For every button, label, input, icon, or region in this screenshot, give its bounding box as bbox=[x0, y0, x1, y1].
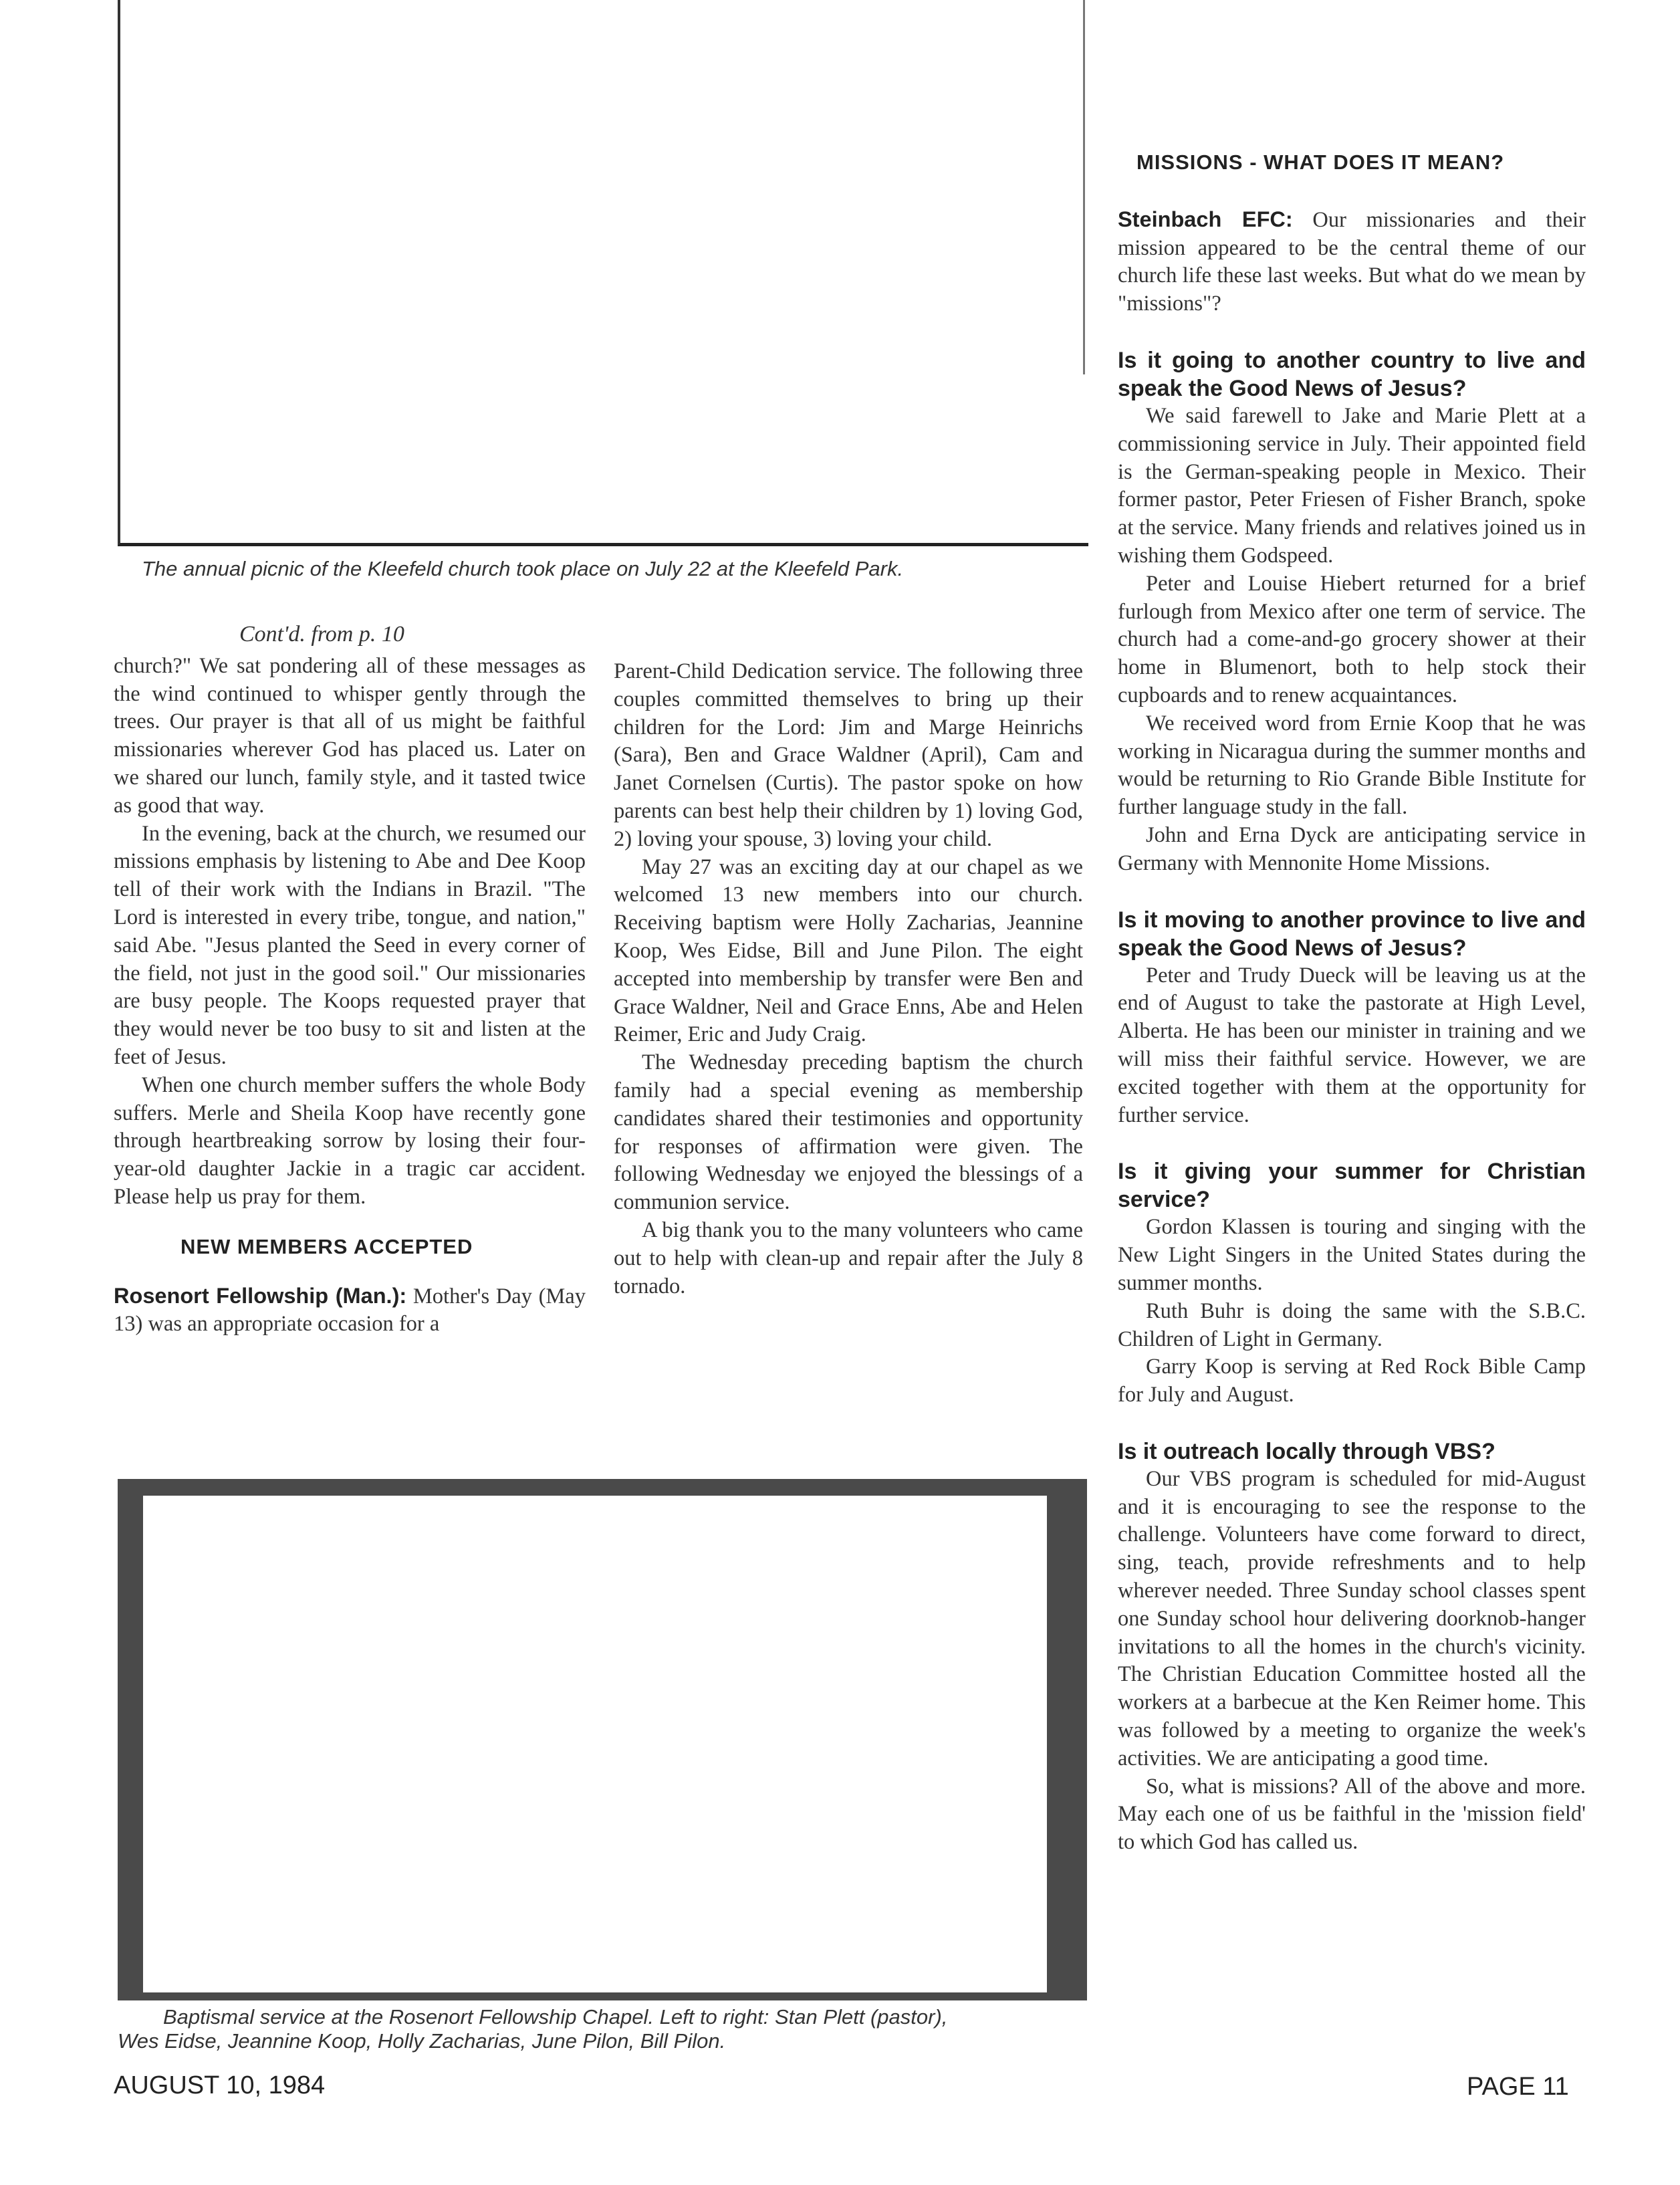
baptismal-photo bbox=[118, 1479, 1087, 2000]
col3-s2-paragraph-1: Peter and Trudy Dueck will be leaving us at the end of August to take the pastorate at High Level, Alberta. He has been our minister in training and we will miss their faithful service. However, we are excited together with them at the opportunity for further service. bbox=[1118, 963, 1586, 1127]
column-rule bbox=[1083, 0, 1085, 374]
col3-s1-paragraph-1: We said farewell to Jake and Marie Plett at a commissioning service in July. Their appointed field is the German-speaking people in Mexico. Their former pastor, Peter Friesen of Fisher Branch, spoke at the service. Many friends and relatives joined us in wishing them Godspeed. bbox=[1118, 403, 1586, 568]
col2-paragraph-1: Parent-Child Dedication service. The following three couples committed themselves to bring up their children for the Lord: Jim and Marge Heinrichs (Sara), Ben and Grace Waldner (April), Cam and Janet Cornelsen (Curtis). The pastor spoke on how parents can best help their children by 1) loving God, 2) loving your spouse, 3) loving your child. bbox=[614, 659, 1083, 851]
col1-paragraph-3: When one church member suffers the whole Body suffers. Merle and Sheila Koop have recently gone through heartbreaking sorrow by losing their four-year-old daughter Jackie in a tragic car accident. Please help us pray for them. bbox=[114, 1072, 586, 1209]
steinbach-text: Our missionaries and their mission appeared to be the central theme of our church life these last weeks. But what do we mean by "missions"? bbox=[1118, 207, 1586, 316]
col3-s1-paragraph-4: John and Erna Dyck are anticipating service in Germany with Mennonite Home Missions. bbox=[1118, 822, 1586, 875]
col2-paragraph-2: May 27 was an exciting day at our chapel as we welcomed 13 new members into our church. Receiving baptism were Holly Zacharias, Jeannine Koop, Wes Eidse, Bill and June Pilon. The eight accepted into membership by transfer were Ben and Grace Waldner, Neil and Grace Enns, Abe and Helen Reimer, Eric and Judy Craig. bbox=[614, 854, 1083, 1047]
bottom-caption-line-1: Baptismal service at the Rosenort Fellowship Chapel. Left to right: Stan Plett (pastor), bbox=[163, 2005, 948, 2029]
missions-heading: MISSIONS - WHAT DOES IT MEAN? bbox=[1136, 150, 1505, 174]
col1-paragraph-1: church?" We sat pondering all of these messages as the wind continued to whisper gently through the trees. Our prayer is that all of us might be faithful missionaries wherever God has placed us. Later on we shared our lunch, family style, and it tasted twice as good that way. bbox=[114, 653, 586, 818]
rosenort-text: Mother's Day (May 13) was an appropriate occasion for a bbox=[114, 1284, 586, 1337]
col3-intro bbox=[1118, 206, 1586, 318]
column-3 bbox=[1118, 148, 1586, 1857]
column-2 bbox=[614, 658, 1083, 1300]
col3-s3-paragraph-2: Ruth Buhr is doing the same with the S.B.C. Children of Light in Germany. bbox=[1118, 1298, 1586, 1351]
subhead-another-province: Is it moving to another province to live and speak the Good News of Jesus? bbox=[1118, 907, 1586, 961]
issue-date: AUGUST 10, 1984 bbox=[114, 2071, 326, 2099]
subhead-another-country: Is it going to another country to live and speak the Good News of Jesus? bbox=[1118, 347, 1586, 401]
column-1 bbox=[114, 620, 586, 1339]
col3-s1-paragraph-2: Peter and Louise Hiebert returned for a brief furlough from Mexico after one term of service. The church had a come-and-go grocery shower at their home in Blumenort, both to help stock their cupboards and to renew acquaintances. bbox=[1118, 571, 1586, 707]
page-number: PAGE 11 bbox=[1467, 2073, 1569, 2101]
col3-s3-paragraph-1: Gordon Klassen is touring and singing with the New Light Singers in the United States during the summer months. bbox=[1118, 1215, 1586, 1295]
rosenort-lead: Rosenort Fellowship (Man.): bbox=[114, 1283, 407, 1308]
col3-s3-paragraph-3: Garry Koop is serving at Red Rock Bible Camp for July and August. bbox=[1118, 1355, 1586, 1407]
col3-s1-paragraph-3: We received word from Ernie Koop that he was working in Nicaragua during the summer months and would be returning to Rio Grande Bible Institute for further language study in the fall. bbox=[1118, 711, 1586, 820]
col2-paragraph-4: A big thank you to the many volunteers who came out to help with clean-up and repair after the July 8 tornado. bbox=[614, 1218, 1083, 1298]
top-photo-caption: The annual picnic of the Kleefeld church took place on July 22 at the Kleefeld Park. bbox=[142, 557, 904, 580]
col2-paragraph-3: The Wednesday preceding baptism the church family had a special evening as membership candidates shared their testimonies and opportunity for responses of affirmation were given. The following Wednesday we enjoyed the blessings of a communion service. bbox=[614, 1050, 1083, 1215]
new-members-heading: NEW MEMBERS ACCEPTED bbox=[181, 1234, 473, 1258]
subhead-vbs: Is it outreach locally through VBS? bbox=[1118, 1438, 1495, 1464]
subhead-summer-service: Is it giving your summer for Christian service? bbox=[1118, 1159, 1586, 1213]
bottom-caption-line-2: Wes Eidse, Jeannine Koop, Holly Zacharias, June Pilon, Bill Pilon. bbox=[118, 2029, 726, 2053]
bottom-photo-caption bbox=[118, 2005, 1094, 2053]
col3-s4-paragraph-1: Our VBS program is scheduled for mid-August and it is encouraging to see the response to the challenge. Volunteers have come forward to direct, sing, teach, provide refreshments and to help wherever needed. Three Sunday school classes spent one Sunday school hour delivering doorknob-hanger invitations to all the homes in the church's vicinity. The Christian Education Committee hosted all the workers at a barbecue at the Ken Reimer home. This was followed by a meeting to organize the week's activities. We are anticipating a good time. bbox=[1118, 1466, 1586, 1770]
steinbach-lead: Steinbach EFC: bbox=[1118, 207, 1293, 231]
col1-paragraph-2: In the evening, back at the church, we resumed our missions emphasis by listening to Abe and Dee Koop tell of their work with the Indians in Brazil. "The Lord is interested in every tribe, tongue, and nation," said Abe. "Jesus planted the Seed in every corner of the field, not just in the good soil." Our missionaries are busy people. The Koops requested prayer that they would never be too busy to sit and listen at the feet of Jesus. bbox=[114, 821, 586, 1069]
continued-note: Cont'd. from p. 10 bbox=[239, 622, 404, 647]
col1-paragraph-4 bbox=[114, 1282, 586, 1339]
col3-s4-paragraph-2: So, what is missions? All of the above and more. May each one of us be faithful in the 'mission field' to which God has called us. bbox=[1118, 1774, 1586, 1855]
picnic-photo bbox=[118, 0, 1088, 546]
